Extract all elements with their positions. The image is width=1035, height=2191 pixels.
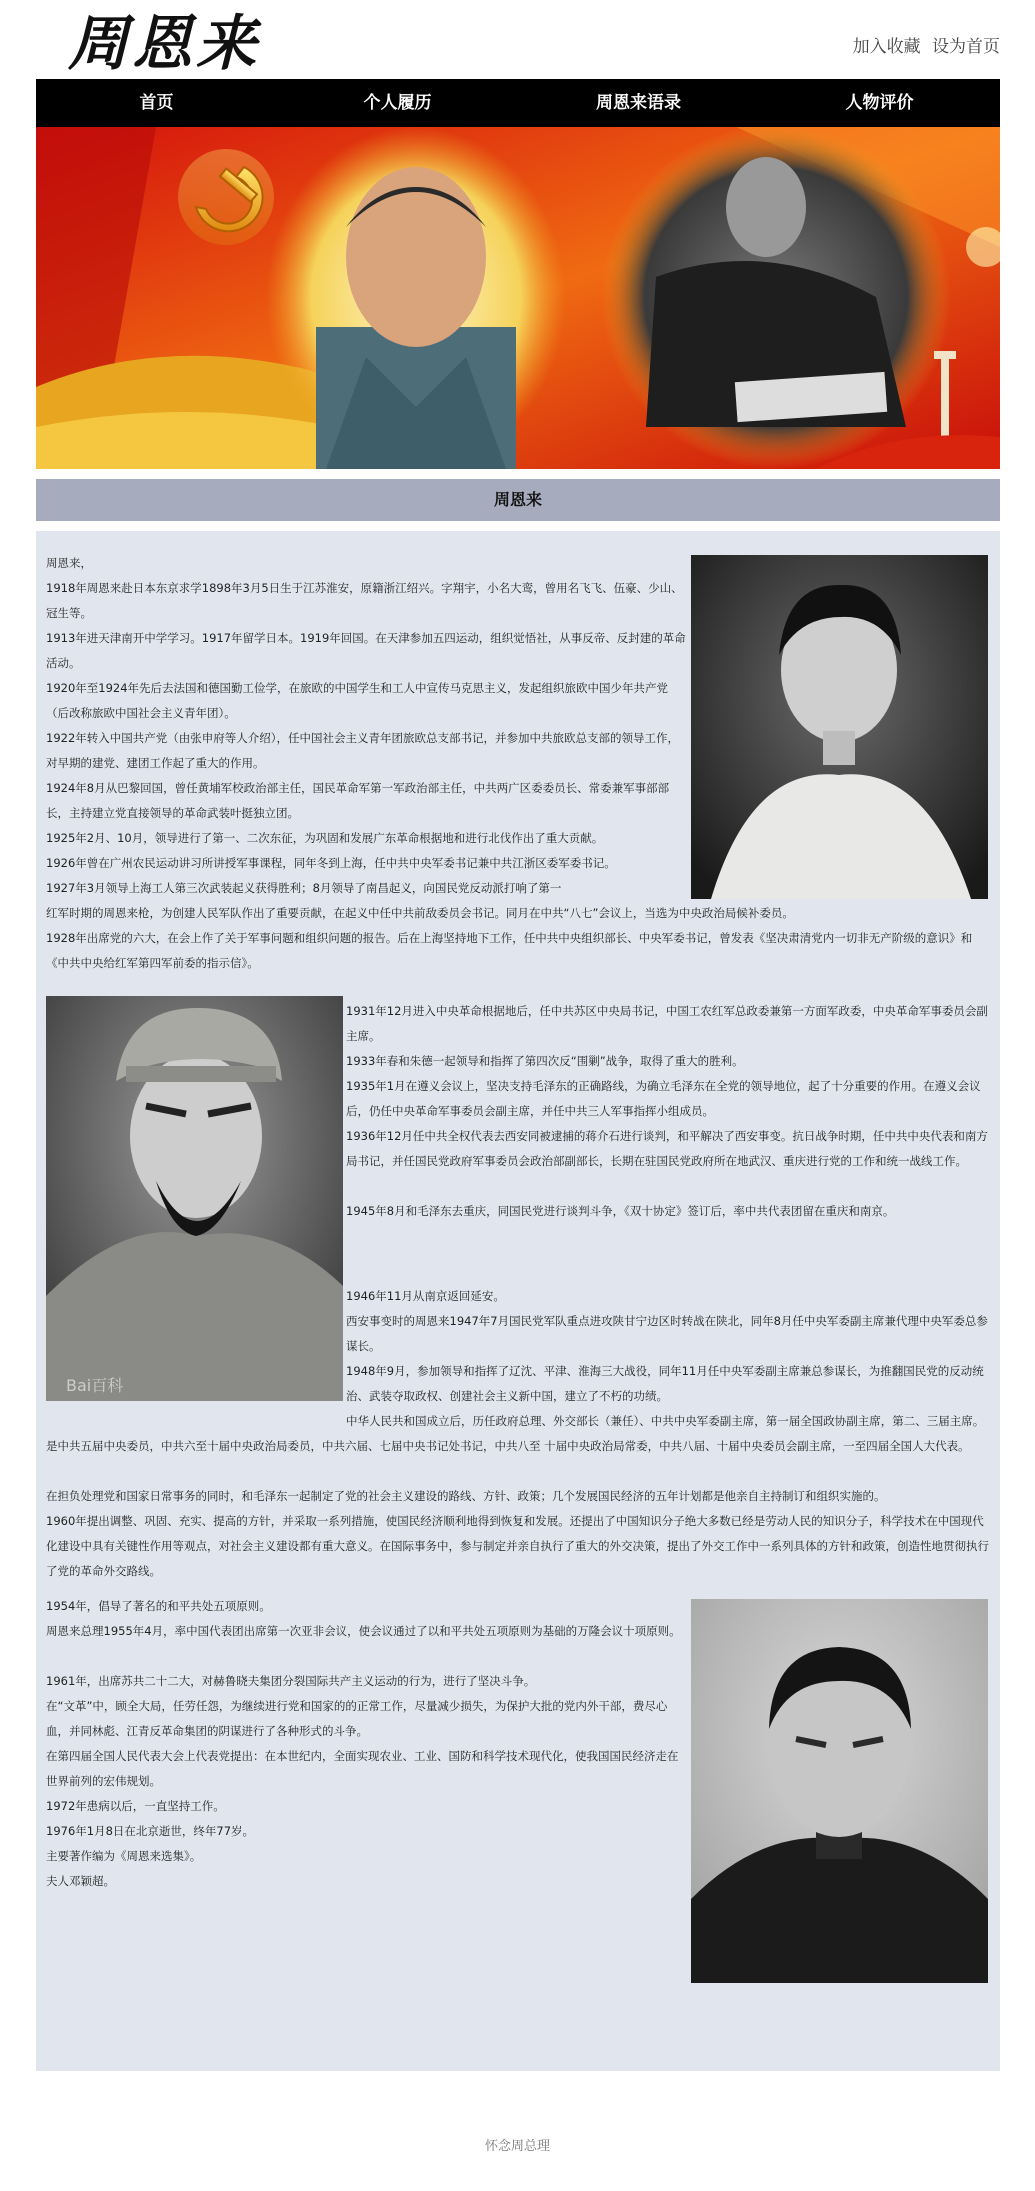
photo-young [691,555,988,899]
para-7: 1926年曾在广州农民运动讲习所讲授军事课程，同年冬到上海，任中共中央军委书记兼中共江浙区委军委书记。 [46,856,616,870]
main-nav [36,79,1000,127]
top-links [847,32,1000,57]
para-3: 1920年至1924年先后去法国和德国勤工俭学，在旅欧的中国学生和工人中宣传马克思主义，发起组织旅欧中国少年共产党（后改称旅欧中国社会主义青年团）。 [46,681,669,720]
para-29: 夫人邓颖超。 [46,1874,115,1888]
nav-item-quotes[interactable]: 周恩来语录 [596,93,681,113]
para-26: 1972年患病以后，一直坚持工作。 [46,1799,225,1813]
photo-later [691,1599,988,1983]
para-21: 1954年，倡导了著名的和平共处五项原则。 [46,1599,271,1613]
para-5: 1924年8月从巴黎回国，曾任黄埔军校政治部主任，国民革命军第一军政治部主任，中共两广区委委员长、常委兼军事部部长，主持建立党直接领导的革命武装叶挺独立团。 [46,781,670,820]
para-10: 1931年12月进入中央革命根据地后，任中共苏区中央局书记，中国工农红军总政委兼第一方面军政委，中央革命军事委员会副主席。 [346,1004,988,1043]
para-17: 1948年9月，参加领导和指挥了辽沈、平津、淮海三大战役，同年11月任中央军委副主席兼总参谋长，为推翻国民党的反动统治、武装夺取政权、创建社会主义新中国，建立了不朽的功绩。 [346,1364,984,1403]
nav-item-biography[interactable]: 个人履历 [363,93,432,113]
para-0: 周恩来， [46,556,92,570]
para-20: 1960年提出调整、巩固、充实、提高的方针，并采取一系列措施，使国民经济顺利地得到恢复和发展。还提出了中国知识分子绝大多数已经是劳动人民的知识分子，科学技术在中国现代化建设中具有关键性作用等观点，对社会主义建设都有重大意义。在国际事务中，参与制定并亲自执行了重大的外交决策，提出了外交工作中一系列具体的方针和政策，创造性地贯彻执行了党的革命外交路线。 [46,1514,989,1578]
para-19: 在担负处理党和国家日常事务的同时，和毛泽东一起制定了党的社会主义建设的路线、方针、政策；几个发展国民经济的五年计划都是他亲自主持制订和组织实施的。 [46,1489,886,1503]
para-1: 1918年周恩来赴日本东京求学1898年3月5日生于江苏淮安，原籍浙江绍兴。字翔宇，小名大鸾，曾用名飞飞、伍豪、少山、冠生等。 [46,581,683,620]
para-22: 周恩来总理1955年4月，率中国代表团出席第一次亚非会议，使会议通过了以和平共处五项原则为基础的万隆会议十项原则。 [46,1624,681,1638]
para-6: 1925年2月、10月，领导进行了第一、二次东征，为巩固和发展广东革命根据地和进行北伐作出了重大贡献。 [46,831,604,845]
para-15: 1946年11月从南京返回延安。 [346,1289,505,1303]
nav-item-home[interactable]: 首页 [139,93,174,113]
para-18: 中华人民共和国成立后，历任政府总理、外交部长（兼任）、中共中央军委副主席，第一届全国政协副主席，第二、三届主席。是中共五届中央委员，中共六至十届中央政治局委员，中共六届、七届中央书记处书记，中共八至 十届中央政治局常委，中共八届、十届中央委员会副主席，一至四届全国人大代表。 [46,1414,985,1453]
para-23: 1961年，出席苏共二十二大，对赫鲁晓夫集团分裂国际共产主义运动的行为，进行了坚决斗争。 [46,1674,536,1688]
banner-graphic [36,127,1000,469]
banner-image [36,127,1000,469]
para-28: 主要著作编为《周恩来选集》。 [46,1849,202,1863]
section-title: 周恩来 [36,479,1000,521]
para-8b: 红军时期的周恩来枪，为创建人民军队作出了重要贡献，在起义中任中共前敌委员会书记。同月在中共“八七”会议上，当选为中央政治局候补委员。 [46,906,794,920]
para-8a: 1927年3月领导上海工人第三次武装起义获得胜利；8月领导了南昌起义，向国民党反动派打响了第一 [46,881,562,895]
para-2: 1913年进天津南开中学学习。1917年留学日本。1919年回国。在天津参加五四运动，组织觉悟社，从事反帝、反封建的革命活动。 [46,631,686,670]
para-12: 1935年1月在遵义会议上，坚决支持毛泽东的正确路线，为确立毛泽东在全党的领导地位，起了十分重要的作用。在遵义会议后，仍任中央革命军事委员会副主席，并任中共三人军事指挥小组成员。 [346,1079,981,1118]
party-emblem-icon [178,149,274,245]
para-14: 1945年8月和毛泽东去重庆，同国民党进行谈判斗争，《双十协定》签订后，率中共代表团留在重庆和南京。 [346,1204,895,1218]
para-25: 在第四届全国人民代表大会上代表党提出：在本世纪内，全面实现农业、工业、国防和科学技术现代化，使我国国民经济走在世界前列的宏伟规划。 [46,1749,679,1788]
para-4: 1922年转入中国共产党（由张申府等人介绍），任中国社会主义青年团旅欧总支部书记，并参加中共旅欧总支部的领导工作，对早期的建党、建团工作起了重大的作用。 [46,731,680,770]
content-panel [36,531,1000,2071]
para-27: 1976年1月8日在北京逝世，终年77岁。 [46,1824,255,1838]
para-16: 西安事变时的周恩来1947年7月国民党军队重点进攻陕甘宁边区时转战在陕北，同年8月任中央军委副主席兼代理中央军委总参谋长。 [346,1314,988,1353]
watermark-text: Bai百科 [66,1376,124,1395]
nav-item-evaluation[interactable]: 人物评价 [845,93,914,113]
add-favorite-link[interactable]: 加入收藏 [852,37,921,57]
para-11: 1933年春和朱德一起领导和指挥了第四次反“围剿”战争，取得了重大的胜利。 [346,1054,744,1068]
para-9: 1928年出席党的六大，在会上作了关于军事问题和组织问题的报告。后在上海坚持地下工作，任中共中央组织部长、中央军委书记，曾发表《坚决肃清党内一切非无产阶级的意识》和《中共中央给红军第四军前委的指示信》。 [46,931,973,970]
site-logo[interactable]: 周恩来 [68,9,260,79]
para-24: 在“文革”中，顾全大局，任劳任怨，为继续进行党和国家的的正常工作，尽量减少损失，为保护大批的党内外干部，费尽心血，并同林彪、江青反革命集团的阴谋进行了各种形式的斗争。 [46,1699,668,1738]
para-13: 1936年12月任中共全权代表去西安同被逮捕的蒋介石进行谈判，和平解决了西安事变。抗日战争时期，任中共中央代表和南方局书记，并任国民党政府军事委员会政治部副部长，长期在驻国民党政府所在地武汉、重庆进行党的工作和统一战线工作。 [346,1129,988,1168]
footer-text: 怀念周总理 [484,2139,550,2154]
photo-bearded [46,996,343,1401]
set-homepage-link[interactable]: 设为首页 [932,37,1000,57]
